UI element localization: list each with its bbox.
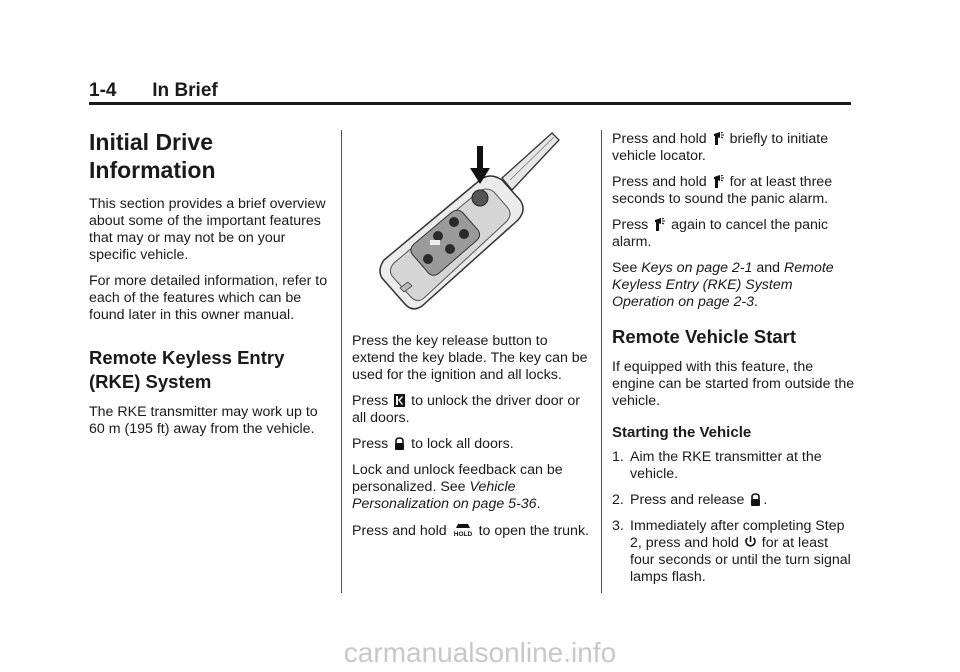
starting-vehicle-heading: Starting the Vehicle: [612, 424, 752, 441]
remote-start-paragraph: If equipped with this feature, the engine can be started from outside the vehicle.: [612, 359, 855, 409]
svg-text:HOLD: HOLD: [453, 531, 472, 537]
horn-icon: [713, 175, 724, 188]
see-also-paragraph: See Keys on page 2-1 and Remote Keyless Entry (RKE) System Operation on page 2-3.: [612, 260, 834, 310]
header-rule: [89, 102, 851, 105]
personalization-reference: Vehicle Personalization on page 5-36: [352, 479, 537, 512]
column-2: [352, 128, 592, 549]
unlock-icon: [394, 394, 405, 407]
feedback-paragraph: Lock and unlock feedback can be personalized. See Vehicle Personalization on page 5-36.: [352, 462, 563, 512]
list-item: 2. Press and release .: [612, 492, 768, 508]
intro-paragraph: This section provides a brief overview about some of the important features that may or may not be on your specific vehicle.: [89, 196, 326, 263]
horn-icon: [654, 218, 665, 231]
lock-icon: [394, 437, 405, 450]
horn-icon: [713, 132, 724, 145]
column-divider: [341, 130, 342, 593]
page-number: 1-4: [89, 80, 117, 101]
key-fob-illustration: [352, 128, 592, 323]
list-item: 1. Aim the RKE transmitter at the vehicle.: [612, 449, 822, 482]
rke-heading: Remote Keyless Entry (RKE) System: [89, 347, 285, 392]
intro-paragraph: For more detailed information, refer to each of the features which can be found later in this owner manual.: [89, 273, 328, 323]
column-3: [612, 131, 856, 595]
lock-paragraph: Press to lock all doors.: [352, 436, 514, 452]
list-item: 3. Immediately after completing Step 2, press and hold for at least four seconds or until the turn signal lamps flash.: [612, 518, 851, 585]
locator-paragraph: Press and hold briefly to initiate vehicle locator.: [612, 131, 829, 164]
panic-paragraph: Press and hold for at least three seconds to sound the panic alarm.: [612, 174, 833, 207]
lock-icon: [750, 493, 761, 506]
key-release-paragraph: Press the key release button to extend the key blade. The key can be used for the ignition and all locks.: [352, 333, 588, 383]
unlock-paragraph: Press to unlock the driver door or all doors.: [352, 393, 580, 426]
column-divider: [601, 130, 602, 593]
page-title: Initial Drive Information: [89, 129, 216, 183]
watermark: carmanualsonline.info: [343, 637, 617, 668]
trunk-hold-icon: [453, 522, 473, 537]
rke-operation-reference: Remote Keyless Entry (RKE) System Operation on page 2-3: [612, 260, 834, 310]
remote-start-heading: Remote Vehicle Start: [612, 326, 797, 347]
remote-start-icon: [745, 536, 756, 549]
column-1: [89, 128, 333, 447]
page-header: [89, 80, 218, 102]
rke-paragraph: The RKE transmitter may work up to 60 m (195 ft) away from the vehicle.: [89, 404, 318, 437]
keys-reference: Keys on page 2-1: [641, 260, 753, 276]
section-title: In Brief: [152, 80, 218, 101]
trunk-paragraph: Press and hold HOLD to open the trunk.: [352, 523, 589, 539]
cancel-panic-paragraph: Press again to cancel the panic alarm.: [612, 217, 829, 250]
starting-steps-list: [612, 449, 856, 586]
